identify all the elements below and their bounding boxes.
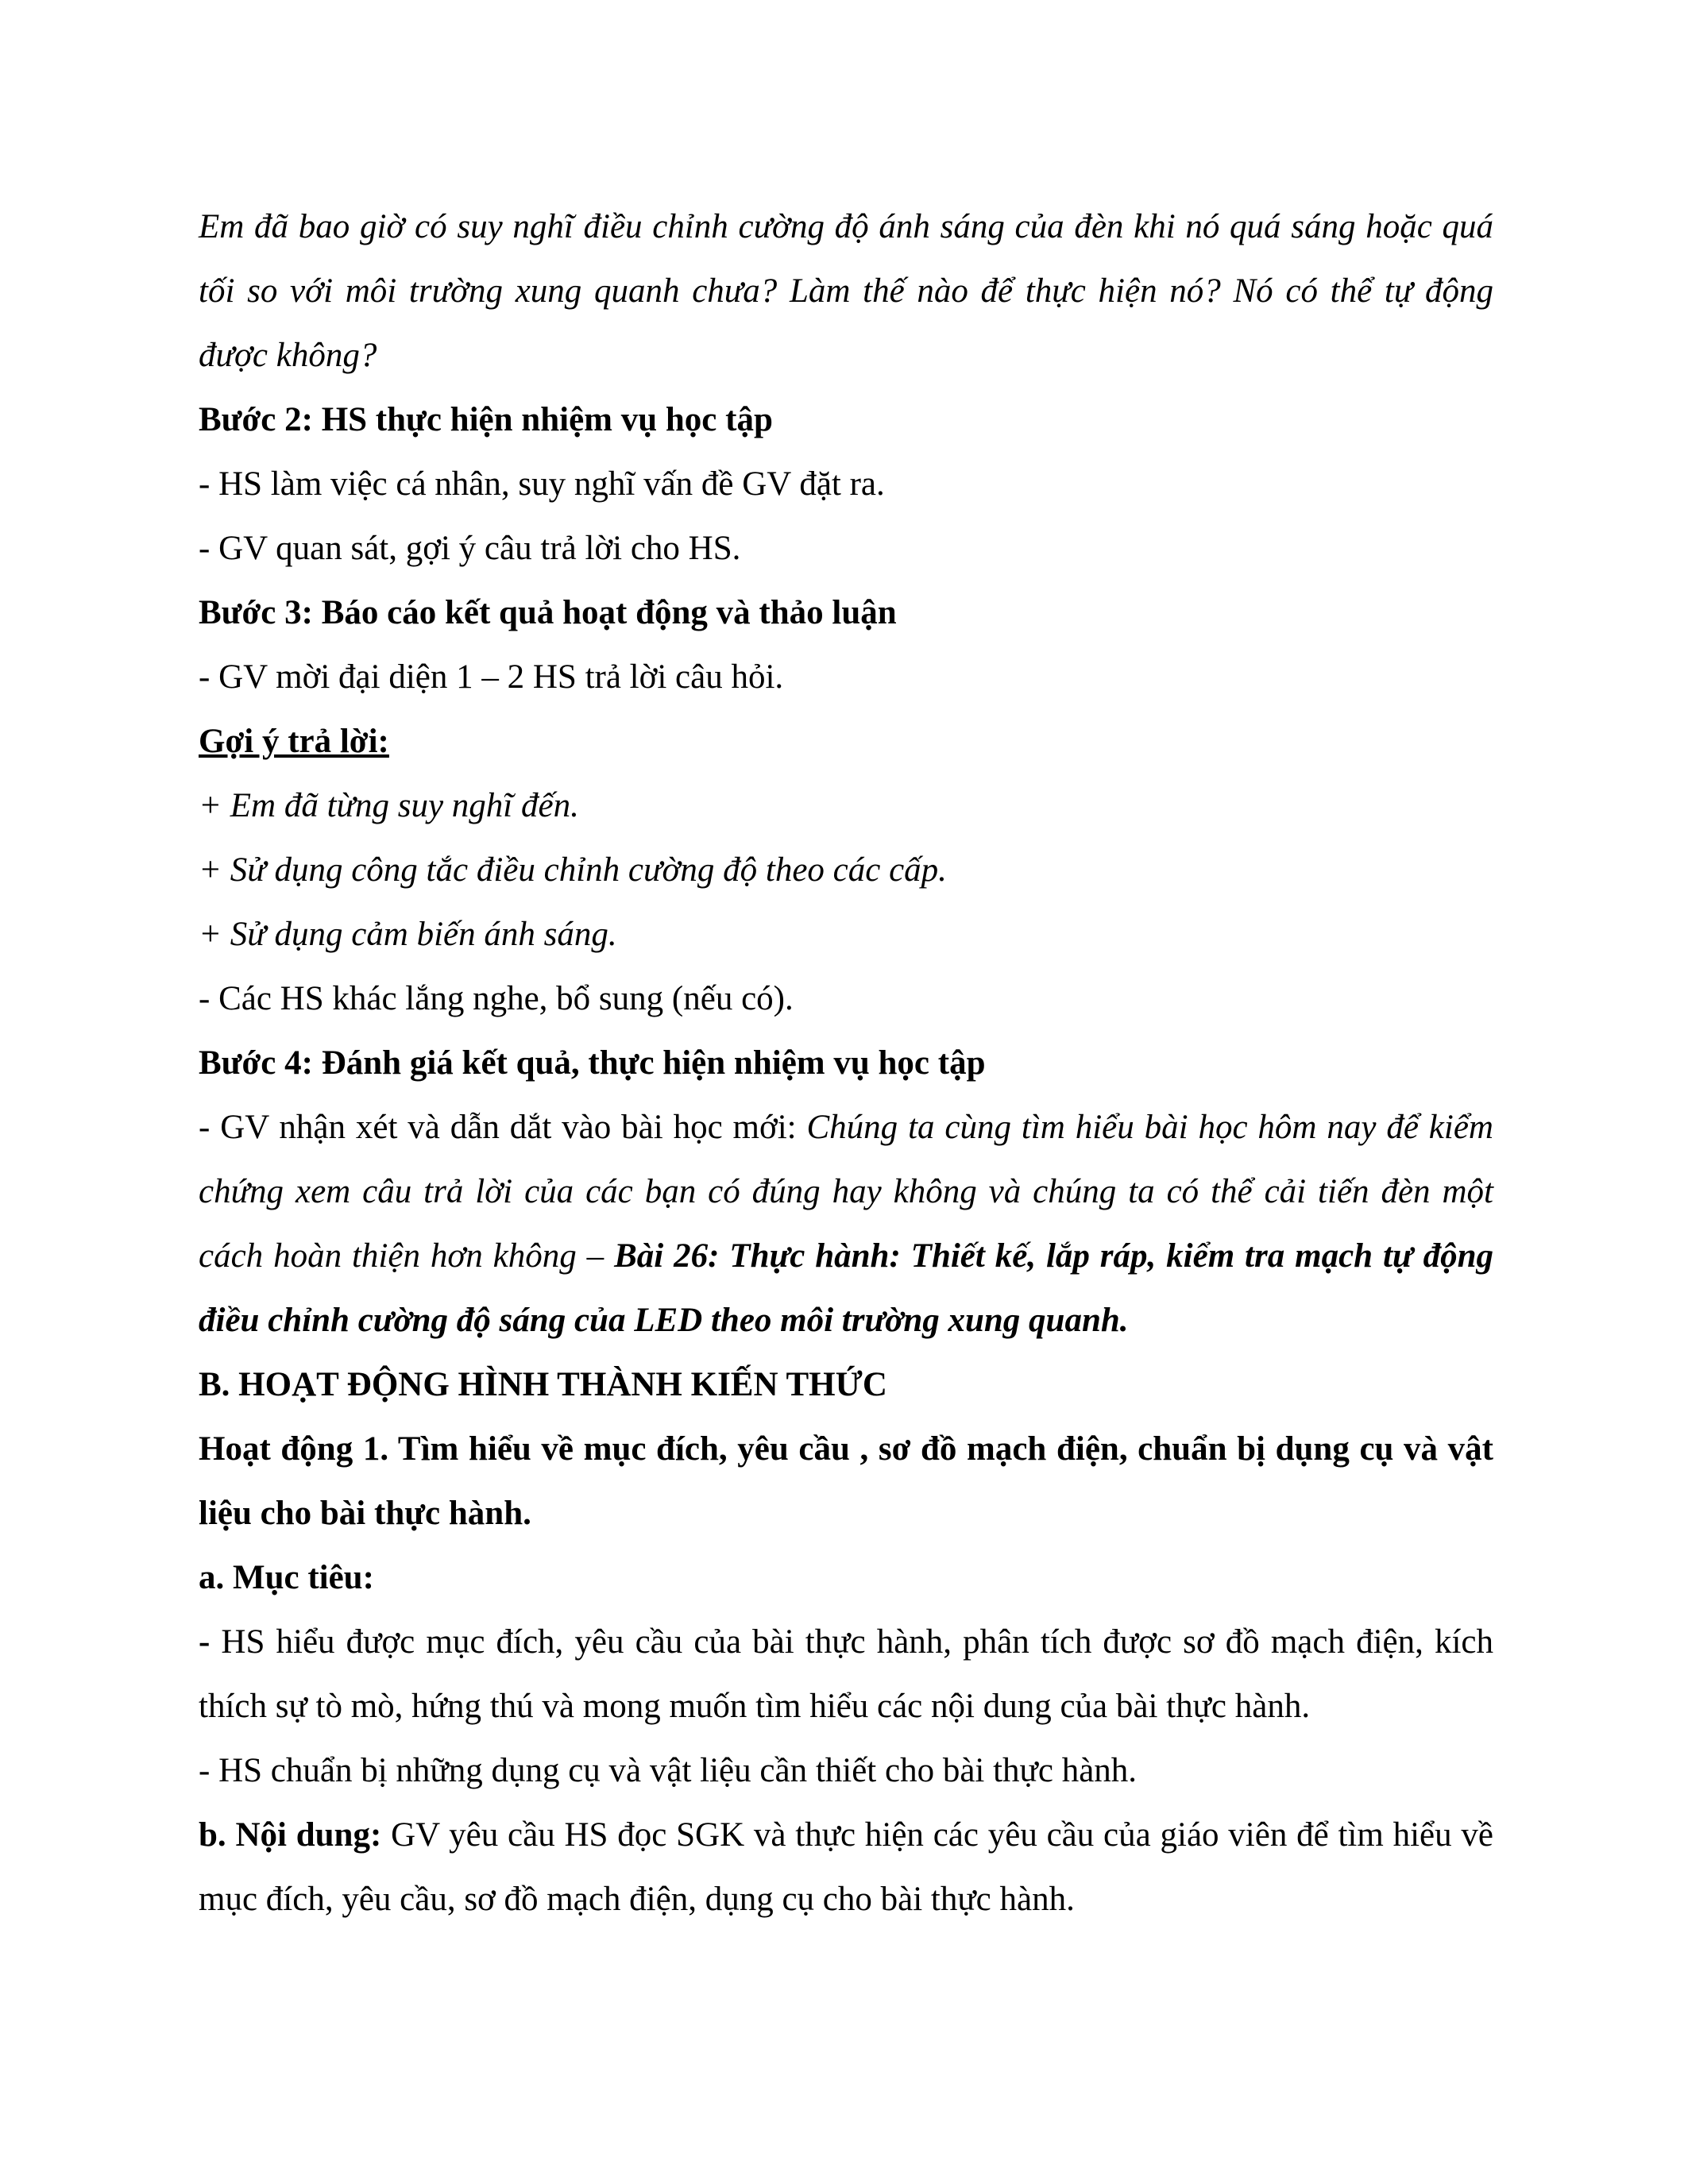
intro-question: Em đã bao giờ có suy nghĩ điều chỉnh cường độ ánh sáng của đèn khi nó quá sáng hoặc quá tối so với môi trường xung quanh chưa? Làm thế nào để thực hiện nó? Nó có thể tự động được không? bbox=[199, 208, 1493, 374]
content-text: GV yêu cầu HS đọc SGK và thực hiện các yêu cầu của giáo viên để tìm hiểu về mục đích, yêu cầu, sơ đồ mạch điện, dụng cụ cho bài thực hành. bbox=[199, 1816, 1493, 1918]
lesson-title: Bài 26: Thực hành: Thiết kế, lắp ráp, kiểm tra mạch tự động điều chỉnh cường độ sáng của LED theo môi trường xung quanh. bbox=[199, 1237, 1493, 1339]
step4-lead: - GV nhận xét và dẫn dắt vào bài học mới: bbox=[199, 1109, 807, 1146]
section-b-heading: B. HOẠT ĐỘNG HÌNH THÀNH KIẾN THỨC bbox=[199, 1366, 887, 1403]
step3-heading: Bước 3: Báo cáo kết quả hoạt động và thảo luận bbox=[199, 594, 897, 631]
step3-after: - Các HS khác lắng nghe, bổ sung (nếu có). bbox=[199, 980, 794, 1017]
step2-item-2: - GV quan sát, gợi ý câu trả lời cho HS. bbox=[199, 530, 741, 567]
step4-italic: Chúng ta cùng tìm hiểu bài học hôm nay để kiểm chứng xem câu trả lời của các bạn có đúng hay không và chúng ta có thể cải tiến đèn một cách hoàn thiện hơn không – bbox=[199, 1109, 1493, 1275]
objective-heading: a. Mục tiêu: bbox=[199, 1559, 374, 1596]
hint-item-1: + Em đã từng suy nghĩ đến. bbox=[199, 787, 579, 824]
activity-1-title: Hoạt động 1. Tìm hiểu về mục đích, yêu cầu , sơ đồ mạch điện, chuẩn bị dụng cụ và vật liệu cho bài thực hành. bbox=[199, 1430, 1493, 1532]
step3-item: - GV mời đại diện 1 – 2 HS trả lời câu hỏi. bbox=[199, 658, 784, 696]
hint-item-2: + Sử dụng công tắc điều chỉnh cường độ theo các cấp. bbox=[199, 851, 947, 889]
content-paragraph bbox=[199, 1803, 1493, 1931]
objective-1-text: HS hiểu được mục đích, yêu cầu của bài thực hành, phân tích được sơ đồ mạch điện, kích thích sự tò mò, hứng thú và mong muốn tìm hiểu các nội dung của bài thực hành. bbox=[199, 1623, 1493, 1725]
objective-1 bbox=[199, 1610, 1493, 1738]
step2-item-1: - HS làm việc cá nhân, suy nghĩ vấn đề GV đặt ra. bbox=[199, 465, 885, 503]
step2-heading: Bước 2: HS thực hiện nhiệm vụ học tập bbox=[199, 401, 773, 438]
objective-dash: - bbox=[199, 1623, 211, 1661]
document-page bbox=[199, 195, 1493, 1931]
step4-heading: Bước 4: Đánh giá kết quả, thực hiện nhiệm vụ học tập bbox=[199, 1044, 986, 1082]
objective-2: - HS chuẩn bị những dụng cụ và vật liệu cần thiết cho bài thực hành. bbox=[199, 1752, 1138, 1789]
hint-item-3: + Sử dụng cảm biến ánh sáng. bbox=[199, 916, 617, 953]
content-label: b. Nội dung: bbox=[199, 1816, 382, 1854]
hint-heading: Gợi ý trả lời: bbox=[199, 723, 389, 760]
step4-paragraph bbox=[199, 1095, 1493, 1352]
